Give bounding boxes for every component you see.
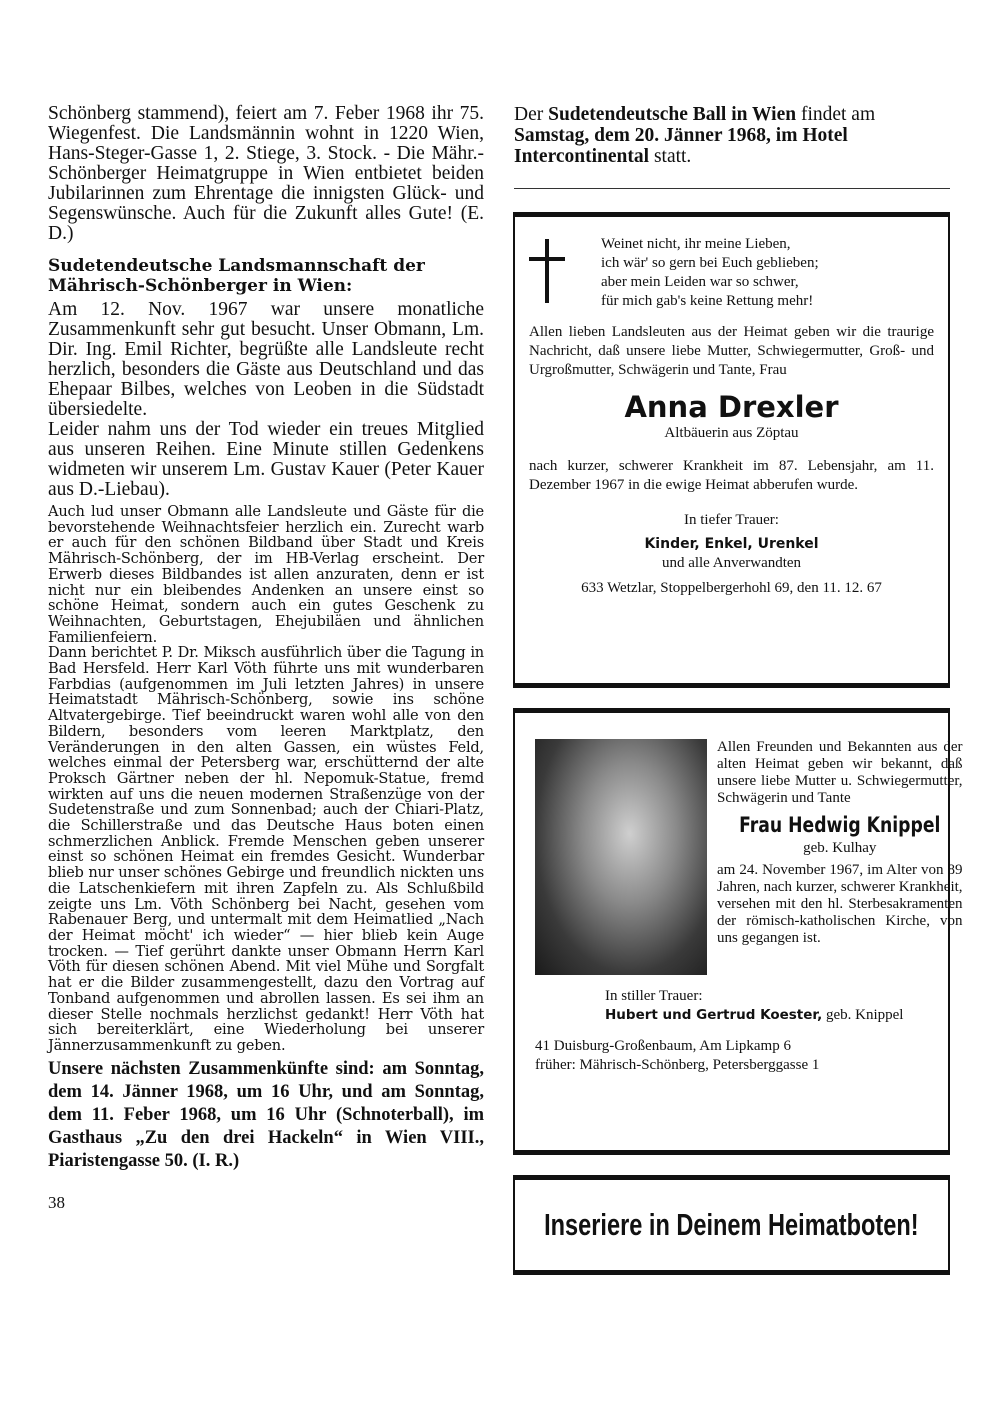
relatives: und alle Anverwandten [661,555,802,571]
mourning-label: In stiller Trauer: [605,988,703,1004]
text: Der [514,104,549,125]
ball-announcement [514,104,950,167]
section-heading: Sudetendeutsche Landsmannschaft der Mährisch-Schönberger in Wien: [48,256,425,296]
maiden-name: geb. Kulhay [803,840,877,856]
poem-line: aber mein Leiden war so schwer, [601,274,799,290]
address: 41 Duisburg-Großenbaum, Am Lipkamp 6 [535,1038,791,1054]
divider [514,188,950,189]
obituary-intro: Allen lieben Landsleuten aus der Heimat geben wir die traurige Nachricht, daß unsere liebe Mutter, Schwiegermutter, Groß- und Urgroßmutter, Schwägerin und Tante, Frau [529,324,934,378]
text: statt. [649,146,692,167]
poem-line: Weinet nicht, ihr meine Lieben, [601,236,791,252]
mourners-maiden: geb. Knippel [822,1007,904,1023]
deceased-subtitle: Altbäuerin aus Zöptau [664,425,799,441]
paragraph-report: Dann berichtet P. Dr. Miksch ausführlich über die Tagung in Bad Hersfeld. Herr Karl Vöth führte uns mit wunderbaren Farbdias (aufgenommen im Juli letzten Jahres) in unsere Heimatstadt Mährisch-Schönberg, sowie ins schöne Altvatergebirge. Tief beeindruckt waren wohl alle von den Bildern, besonders vom leeren Marktplatz, den Veränderungen in den alten Gassen, ein wüstes Feld, welches einmal der Petersberg war, erschütternd der alte Proksch Gärtner neben der hl. Nepomuk-Statue, fremd wirkten auf uns die neuen modernen Straßenzüge von der Sudetenstraße und zum Sonnenbad; auch der Chiari-Platz, die Schillerstraße und das Deutsche Haus boten einen schmerzlichen Anblick. Fremde Menschen geben unserer einst so schönen Heimat ein fremdes Gesicht. Wunderbar blieb nur unser schönes Gebirge und freundlich nickten uns die Latschenkiefern mit ihren Zapfeln zu. Als Schlußbild zeigte uns Lm. Vöth Schönberg bei Nacht, gesehen vom Rabenauer Berg, und untermalt mit dem Heimatlied „Nach der Heimat möcht' ich wieder“ — hier blieb kein Auge trocken. — Tief gerührt dankte unser Obmann Herrn Karl Vöth für diesen schönen Abend. Mit viel Mühe und Sorgfalt hat er die Bilder zusammengestellt, dazu den Vortrag auf Tonband aufgenommen und abrollen lassen. Es sei ihm an dieser Stelle nochmals herzlichst gedankt! Herr Vöth hat sich bereiterklärt, eine Wiederholung bei unserer Jännerzusammenkunft zu geben. [48,644,484,1054]
deceased-name: Anna Drexler [624,390,839,424]
paragraph-next-meetings: Unsere nächsten Zusammenkünfte sind: am Sonntag, dem 14. Jänner 1968, um 16 Uhr, und am Sonntag, dem 11. Feber 1968, um 16 Uhr (Schnoterball), im Gasthaus „Zu den drei Hackeln“ in Wien VIII., Piaristengasse 50. (I. R.) [48,1058,484,1171]
left-column [48,104,484,1213]
poem-row [529,235,934,311]
mourners [605,1006,934,1025]
paragraph-death: Leider nahm uns der Tod wieder ein treues Mitglied aus unseren Reihen. Eine Minute stillen Gedenkens widmeten wir unserem Lm. Gustav Kauer (Peter Kauer aus D.-Liebau). [48,419,484,500]
poem-line: ich wär' so gern bei Euch geblieben; [601,255,819,271]
obituary-intro: Allen Freunden und Bekannten aus der alten Heimat geben wir bekannt, daß unsere liebe Mutter u. Schwiegermutter, Schwägerin und Tante [717,739,963,806]
ad-slogan: Inseriere in Deinem Heimatboten! [544,1207,919,1242]
obituary-body: am 24. November 1967, im Alter von 89 Jahren, nach kurzer, schwerer Krankheit, versehen mit den hl. Sterbesakramenten der römisch-katholischen Kirche, von uns gegangen ist. [717,862,963,946]
mourners: Kinder, Enkel, Urenkel [644,536,819,552]
deceased-name-wrap [717,811,963,839]
paragraph-jubilee: Schönberg stammend), feiert am 7. Feber 1968 ihr 75. Wiegenfest. Die Landsmännin wohnt in 1220 Wien, Hans-Steger-Gasse 1, 2. Stiege, 3. Stock. - Die Mähr.-Schönberger Heimatgruppe in Wien entbietet beiden Jubilarinnen zum Ehrentage die innigsten Glück- und Segenswünsche. Auch für die Zukunft alles Gute! (E. D.) [48,103,484,244]
poem-line: für mich gab's keine Rettung mehr! [601,293,814,309]
obituary-anna-drexler [513,212,950,688]
deceased-name: Frau Hedwig Knippel [739,813,941,837]
obituary-body: nach kurzer, schwerer Krankheit im 87. Lebensjahr, am 11. Dezember 1967 in die ewige Heimat abberufen wurde. [529,458,934,493]
obituary-text [717,739,963,947]
address: 633 Wetzlar, Stoppelbergerhohl 69, den 11. 12. 67 [581,580,882,596]
paragraph-christmas: Auch lud unser Obmann alle Landsleute und Gäste für die bevorstehende Weihnachtsfeier herzlich ein. Zurecht warb er auch für den schönen Bildband über Stadt und Kreis Mährisch-Schönberg, der im HB-Verlag erscheint. Der Erwerb dieses Bildbandes ist allen anzuraten, denn er ist nicht nur ein bleibendes Andenken an unsere einst so schöne Heimat, sondern auch ein gutes Geschenk zu Weihnachten, Geburtstagen, Ehejubiläen und ähnlichen Familienfeiern. [48,503,484,646]
advertisement-box [513,1175,950,1275]
poem [601,235,819,311]
former-address: früher: Mährisch-Schönberg, Petersberggasse 1 [535,1057,820,1073]
photo-row [535,739,963,975]
paragraph-meeting: Am 12. Nov. 1967 war unsere monatliche Zusammenkunft sehr gut besucht. Unser Obmann, Lm. Dir. Ing. Emil Richter, begrüßte alle Landsleute recht herzlich, besonders die Gäste aus Deutschland und das Ehepaar Bilbes, welches von Leoben in die Südstadt übersiedelte. [48,299,484,420]
cross-icon [529,235,589,305]
obituary-hedwig-knippel [513,708,963,1155]
portrait-photo [535,739,707,975]
mourners-names: Hubert und Gertrud Koester, [605,1007,823,1023]
text-bold: Samstag, dem 20. Jänner 1968, im Hotel Intercontinental [514,125,848,167]
text: findet am [796,104,876,125]
mourning-label: In tiefer Trauer: [684,512,779,528]
text-bold: Sudetendeutsche Ball in Wien [548,104,797,125]
page-number: 38 [48,1192,65,1212]
